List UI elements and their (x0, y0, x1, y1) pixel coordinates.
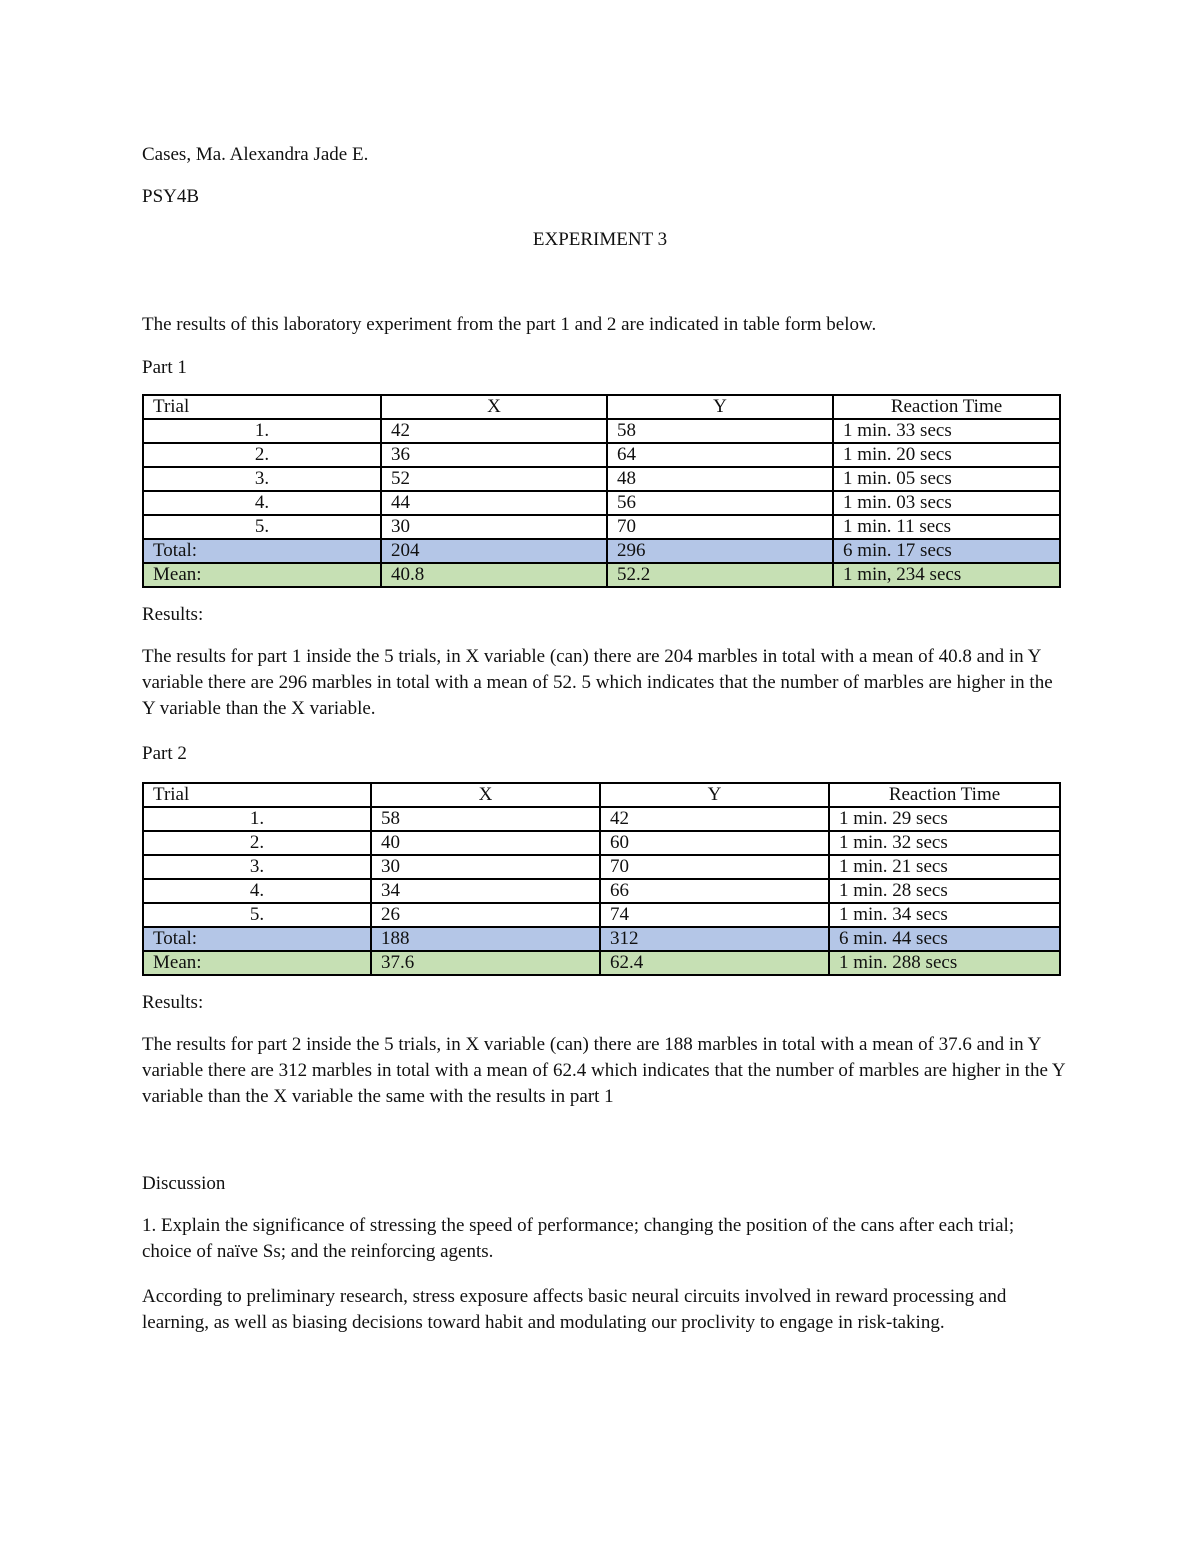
table-header-row (143, 783, 1060, 807)
mean-label: Mean: (143, 951, 371, 975)
column-header: X (381, 395, 607, 419)
discussion-heading: Discussion (142, 1173, 226, 1194)
reaction-time-cell: 1 min. 34 secs (829, 903, 1060, 927)
student-name: Cases, Ma. Alexandra Jade E. (142, 144, 369, 165)
y-cell: 64 (607, 443, 833, 467)
reaction-time-cell: 1 min. 28 secs (829, 879, 1060, 903)
y-cell: 74 (600, 903, 829, 927)
trial-cell: 3. (143, 855, 371, 879)
reaction-time-cell: 1 min. 03 secs (833, 491, 1060, 515)
part2-label: Part 2 (142, 743, 187, 764)
x-cell: 40 (371, 831, 600, 855)
reaction-time-cell: 1 min. 33 secs (833, 419, 1060, 443)
table-row (143, 467, 1060, 491)
trial-cell: 5. (143, 903, 371, 927)
y-mean: 52.2 (607, 563, 833, 587)
column-header: Trial (143, 395, 381, 419)
reaction-time-mean: 1 min, 234 secs (833, 563, 1060, 587)
x-cell: 44 (381, 491, 607, 515)
column-header: Reaction Time (833, 395, 1060, 419)
y-total: 296 (607, 539, 833, 563)
trial-cell: 2. (143, 443, 381, 467)
reaction-time-cell: 1 min. 32 secs (829, 831, 1060, 855)
reaction-time-mean: 1 min. 288 secs (829, 951, 1060, 975)
y-total: 312 (600, 927, 829, 951)
y-cell: 66 (600, 879, 829, 903)
x-total: 204 (381, 539, 607, 563)
total-row (143, 927, 1060, 951)
mean-row (143, 563, 1060, 587)
trial-cell: 1. (143, 419, 381, 443)
total-label: Total: (143, 927, 371, 951)
table-row (143, 443, 1060, 467)
discussion-answer: According to preliminary research, stress exposure affects basic neural circuits involved in reward processing and learning, as well as biasing decisions toward habit and modulating our proclivity to engage in risk-taking. (142, 1286, 1007, 1333)
x-cell: 26 (371, 903, 600, 927)
total-row (143, 539, 1060, 563)
y-cell: 60 (600, 831, 829, 855)
trial-cell: 5. (143, 515, 381, 539)
y-cell: 42 (600, 807, 829, 831)
y-cell: 48 (607, 467, 833, 491)
reaction-time-cell: 1 min. 21 secs (829, 855, 1060, 879)
x-cell: 52 (381, 467, 607, 491)
x-cell: 34 (371, 879, 600, 903)
reaction-time-cell: 1 min. 05 secs (833, 467, 1060, 491)
y-mean: 62.4 (600, 951, 829, 975)
column-header: Trial (143, 783, 371, 807)
part2-table (142, 782, 1061, 976)
trial-cell: 4. (143, 491, 381, 515)
x-mean: 40.8 (381, 563, 607, 587)
reaction-time-cell: 1 min. 29 secs (829, 807, 1060, 831)
column-header: Y (600, 783, 829, 807)
x-cell: 58 (371, 807, 600, 831)
trial-cell: 1. (143, 807, 371, 831)
x-total: 188 (371, 927, 600, 951)
x-cell: 36 (381, 443, 607, 467)
part2-results-label: Results: (142, 992, 204, 1013)
x-cell: 30 (371, 855, 600, 879)
part1-results-label: Results: (142, 604, 204, 625)
y-cell: 70 (600, 855, 829, 879)
x-cell: 42 (381, 419, 607, 443)
mean-row (143, 951, 1060, 975)
trial-cell: 3. (143, 467, 381, 491)
y-cell: 56 (607, 491, 833, 515)
course-section: PSY4B (142, 186, 200, 207)
part1-label: Part 1 (142, 357, 187, 378)
table-row (143, 515, 1060, 539)
y-cell: 70 (607, 515, 833, 539)
x-cell: 30 (381, 515, 607, 539)
reaction-time-cell: 1 min. 11 secs (833, 515, 1060, 539)
table-row (143, 879, 1060, 903)
document-title: EXPERIMENT 3 (532, 229, 668, 250)
intro-text: The results of this laboratory experiment from the part 1 and 2 are indicated in table form below. (142, 314, 877, 335)
trial-cell: 4. (143, 879, 371, 903)
part1-table (142, 394, 1061, 588)
column-header: Reaction Time (829, 783, 1060, 807)
x-mean: 37.6 (371, 951, 600, 975)
y-cell: 58 (607, 419, 833, 443)
table-header-row (143, 395, 1060, 419)
table-row (143, 831, 1060, 855)
part2-results-text: The results for part 2 inside the 5 trials, in X variable (can) there are 188 marbles in total with a mean of 37.6 and in Y variable there are 312 marbles in total with a mean of 62.4 which indicates that the number of marbles are higher in the Y variable than the X variable the same with the results in part 1 (142, 1034, 1065, 1107)
total-label: Total: (143, 539, 381, 563)
mean-label: Mean: (143, 563, 381, 587)
discussion-question: 1. Explain the significance of stressing the speed of performance; changing the position of the cans after each trial; choice of naïve Ss; and the reinforcing agents. (142, 1215, 1015, 1262)
table-row (143, 419, 1060, 443)
table-row (143, 903, 1060, 927)
trial-cell: 2. (143, 831, 371, 855)
reaction-time-cell: 1 min. 20 secs (833, 443, 1060, 467)
reaction-time-total: 6 min. 44 secs (829, 927, 1060, 951)
column-header: Y (607, 395, 833, 419)
part1-results-text: The results for part 1 inside the 5 trials, in X variable (can) there are 204 marbles in total with a mean of 40.8 and in Y variable there are 296 marbles in total with a mean of 52. 5 which indicates that the number of marbles are higher in the Y variable than the X variable. (142, 646, 1053, 719)
table-row (143, 491, 1060, 515)
column-header: X (371, 783, 600, 807)
reaction-time-total: 6 min. 17 secs (833, 539, 1060, 563)
table-row (143, 807, 1060, 831)
table-row (143, 855, 1060, 879)
